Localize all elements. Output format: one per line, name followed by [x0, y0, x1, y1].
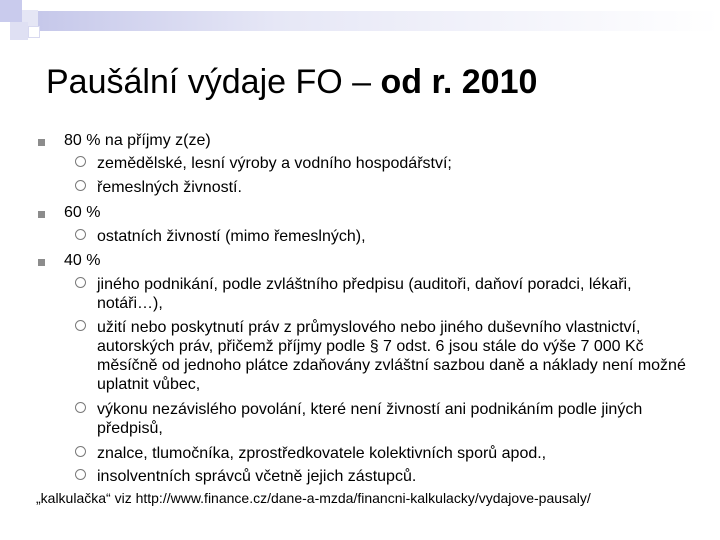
level2-item — [97, 275, 697, 313]
item-text: řemeslných živností. — [97, 179, 242, 196]
level1-item — [64, 250, 100, 272]
header-decoration — [0, 0, 720, 45]
item-text: užití nebo poskytnutí práv z průmyslového nebo jiného duševního vlastnictví, autorských práv, přičemž příjmy podle § 7 odst. 6 jsou stále do výše 7 000 Kč měsíčně od jednoho plátce zdaňovány zvláštní sazbou daně a náklady není možné uplatnit vůbec, — [97, 319, 686, 393]
item-text: 80 % na příjmy z(ze) — [64, 132, 211, 149]
circle-bullet-icon — [75, 180, 86, 191]
circle-bullet-icon — [75, 402, 86, 413]
item-text: ostatních živností (mimo řemeslných), — [97, 228, 366, 245]
level2-item — [97, 467, 697, 486]
title-bold: od r. 2010 — [380, 63, 538, 101]
decor-square — [10, 22, 28, 40]
item-text: insolventních správců včetně jejich zástupců. — [97, 468, 417, 485]
square-bullet-icon — [38, 211, 45, 218]
footer-link-note: „kalkulačka“ viz http://www.finance.cz/dane-a-mzda/financni-kalkulacky/vydajove-pausaly/ — [36, 490, 591, 506]
circle-bullet-icon — [75, 469, 86, 480]
slide-title — [46, 60, 706, 104]
title-regular: Paušální výdaje FO – — [46, 63, 381, 101]
item-text: 40 % — [64, 252, 101, 269]
circle-bullet-icon — [75, 229, 86, 240]
item-text: 60 % — [64, 204, 101, 221]
level2-item — [97, 400, 697, 438]
circle-bullet-icon — [75, 156, 86, 167]
square-bullet-icon — [38, 259, 45, 266]
level2-item — [97, 227, 697, 246]
item-text: zemědělské, lesní výroby a vodního hospodářství; — [97, 155, 452, 172]
level2-item — [97, 444, 697, 463]
level2-item — [97, 318, 697, 394]
level1-item — [64, 130, 211, 152]
level1-item — [64, 202, 100, 224]
item-text: jiného podnikání, podle zvláštního předpisu (auditoři, daňoví poradci, lékaři, notáři…), — [97, 276, 632, 312]
circle-bullet-icon — [75, 277, 86, 288]
level2-item — [97, 154, 697, 173]
square-bullet-icon — [38, 139, 45, 146]
circle-bullet-icon — [75, 320, 86, 331]
level2-item — [97, 178, 697, 197]
decor-square — [0, 0, 22, 22]
item-text: znalce, tlumočníka, zprostředkovatele kolektivních sporů apod., — [97, 445, 547, 462]
decor-square — [28, 26, 40, 38]
header-gradient-bar — [38, 11, 720, 31]
circle-bullet-icon — [75, 446, 86, 457]
item-text: výkonu nezávislého povolání, které není živností ani podnikáním podle jiných předpisů, — [97, 401, 643, 437]
